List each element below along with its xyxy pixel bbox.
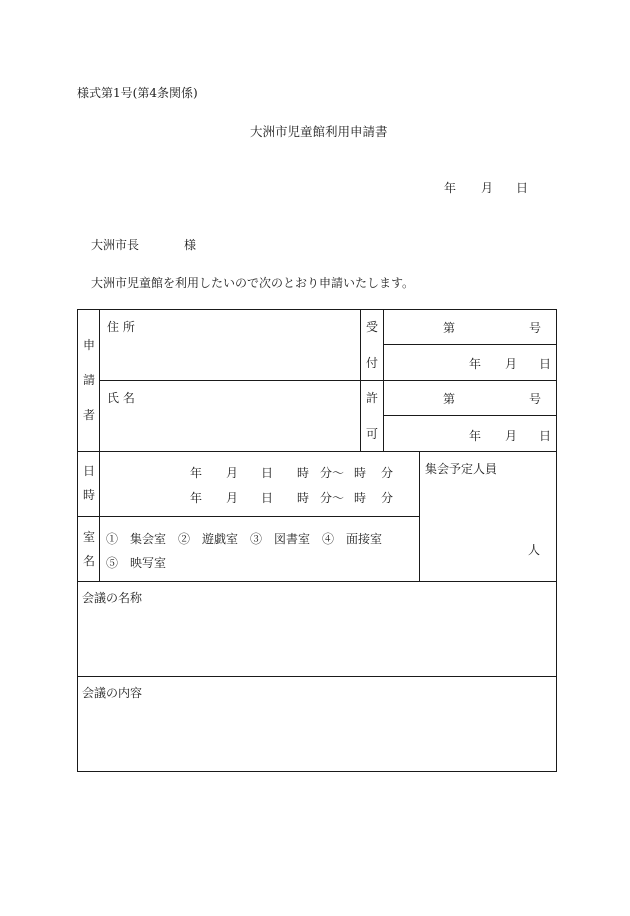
name-label: 氏 名 — [107, 391, 135, 405]
reception-number-prefix: 第 — [443, 321, 456, 335]
permission-number-suffix: 号 — [529, 392, 542, 406]
meeting-name-label: 会議の名称 — [82, 591, 143, 605]
addressee: 大洲市長 — [91, 238, 140, 252]
applicant-label-2: 請 — [83, 373, 96, 387]
reception-label-2: 付 — [366, 356, 379, 370]
application-form-table: 申 請 者 住 所 氏 名 受 付 第 号 年 月 日 許 可 第 号 年 月 日 日 時 年 月 日 時 分〜 時 分 年 月 日 時 分〜 時 分 室 名 ① 集会室 ② 遊戯室 ③ 図書室 ④ 面接室 ⑤ 映写室 集会予定人員 人 会議の名称 会議の内容 — [77, 309, 557, 772]
rooms-label-1: 室 — [83, 530, 96, 544]
intro-text: 大洲市児童館を利用したいので次のとおり申請いたします。 — [91, 276, 415, 290]
applicant-label-1: 申 — [83, 338, 96, 352]
permission-month: 月 — [505, 429, 518, 443]
reception-label-1: 受 — [366, 320, 379, 334]
permission-number-prefix: 第 — [443, 392, 456, 406]
meeting-content-label: 会議の内容 — [82, 686, 143, 700]
attendance-unit: 人 — [528, 543, 541, 557]
room-options-line-1: ① 集会室 ② 遊戯室 ③ 図書室 ④ 面接室 — [106, 532, 383, 546]
honorific: 様 — [184, 238, 197, 252]
date-year-label: 年 — [444, 181, 457, 195]
permission-day: 日 — [539, 429, 552, 443]
reception-month: 月 — [505, 357, 518, 371]
reception-day: 日 — [539, 357, 552, 371]
date-month-label: 月 — [481, 181, 494, 195]
form-title: 大洲市児童館利用申請書 — [250, 124, 388, 139]
rooms-label-2: 名 — [83, 554, 96, 568]
form-number: 様式第1号(第4条関係) — [77, 86, 198, 100]
permission-label-1: 許 — [366, 391, 379, 405]
room-options-line-2: ⑤ 映写室 — [106, 556, 167, 570]
applicant-label-3: 者 — [83, 408, 96, 422]
datetime-label-2: 時 — [83, 488, 96, 502]
permission-year: 年 — [469, 429, 482, 443]
address-label: 住 所 — [107, 320, 135, 334]
attendance-label: 集会予定人員 — [425, 462, 498, 476]
reception-year: 年 — [469, 357, 482, 371]
permission-label-2: 可 — [366, 427, 379, 441]
reception-number-suffix: 号 — [529, 321, 542, 335]
datetime-label-1: 日 — [83, 464, 96, 478]
date-day-label: 日 — [516, 181, 529, 195]
